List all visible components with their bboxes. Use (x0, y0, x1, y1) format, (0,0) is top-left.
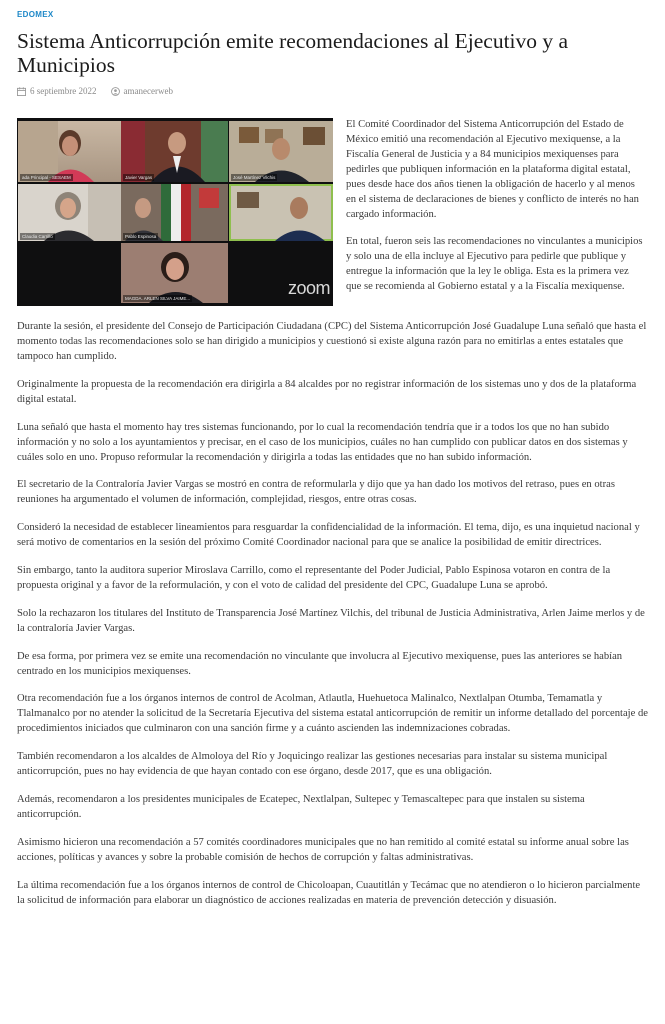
paragraph: Durante la sesión, el presidente del Consejo de Participación Ciudadana (CPC) del Sistema Anticorrupción José Guadalupe Luna señaló que hasta el momento todas las recomendaciones solo se han dirigido a municipios y cuestionó si existe alguna razón para no emitirlas a entes estatales que tampoco han cumplido. (17, 321, 647, 362)
paragraph: Sin embargo, tanto la auditora superior Miroslava Carrillo, como el representante del Poder Judicial, Pablo Espinosa votaron en contra de la propuesta original y a favor de la reformulación, y con el voto de calidad del presidente del CPC, Guadalupe Luna se aprobó. (17, 564, 611, 591)
lead-text (346, 117, 646, 306)
calendar-icon (17, 87, 26, 96)
user-icon (111, 87, 120, 96)
video-tile (121, 121, 228, 182)
category-link[interactable]: EDOMEX (17, 10, 54, 19)
video-tile (229, 184, 333, 241)
video-tile (229, 121, 333, 182)
paragraph: Originalmente la propuesta de la recomendación era dirigirla a 84 alcaldes por no registrar información de los sistemas uno y dos de la plataforma digital estatal. (17, 378, 637, 405)
participant-name: ada Principal - SESAEM (22, 175, 71, 180)
paragraph: La última recomendación fue a los órganos internos de control de Chicoloapan, Cuautitlán y Tecámac que no atendieron o lo hicieron parcialmente la solicitud de información para elaborar un diagnóstico de acciones realizadas en materia de prevención detección y disuasión. (17, 879, 641, 906)
paragraph: El secretario de la Contraloría Javier Vargas se mostró en contra de reformularla y dijo que ya han dado los motivos del retraso, pues en otras reuniones ha argumentado el volumen de información, complejidad, riesgos, entre otras cosas. (17, 479, 615, 506)
participant-name: Javier Vargas (125, 175, 153, 180)
paragraph: En total, fueron seis las recomendaciones no vinculantes a municipios y solo una de ella incluye al Ejecutivo para pedirle que publique y entregue la información que la ley le obliga. Esta es la primera vez que se recomienda al Gobierno estatal y a la Fiscalía mexiquense. (346, 236, 643, 292)
video-tile (18, 184, 128, 241)
article-author[interactable]: amanecerweb (123, 86, 173, 96)
article-photo (17, 118, 333, 306)
article-date[interactable]: 6 septiembre 2022 (30, 86, 97, 96)
video-tile (18, 121, 128, 182)
paragraph: Consideró la necesidad de establecer lineamientos para resguardar la confidencialidad de la información. El tema, dijo, es una inquietud nacional y será motivo de comentarios en la sesión del próximo Comité Coordinador nacional para que se analice la posibilidad de emitir directrices. (17, 522, 640, 549)
zoom-watermark: zoom (287, 278, 330, 298)
paragraph: Luna señaló que hasta el momento hay tres sistemas funcionando, por lo cual la recomendación tendría que ir a todos los que no han subido información y no solo a los ayuntamientos y precisar, en el caso de los municipios, cuáles no han cumplido con publicar datos en dos sistemas y cuáles solo en uno. Propuso reformular la recomendación y dirigirla a todas las entidades que no han subido información. (17, 421, 628, 463)
participant-name: Pablo Espinosa (125, 234, 157, 239)
video-tile (121, 184, 228, 241)
paragraph: Asimismo hicieron una recomendación a 57 comités coordinadores municipales que no han remitido al comité estatal su informe anual sobre las acciones, políticas y avances y sobre la probable comisión de hechos de corrupción y faltas administrativas. (17, 836, 629, 863)
paragraph: El Comité Coordinador del Sistema Anticorrupción del Estado de México emitió una recomendación al Ejecutivo mexiquense, a la Fiscalía General de Justicia y a 84 municipios mexiquenses para pedirles que publiquen información en la plataforma digital estatal, pues desde hace dos años tienen la obligación de hacerlo y al menos en el sistema de declaraciones de bienes y conflicto de interés no han cargado información. (346, 119, 639, 220)
article-title: Sistema Anticorrupción emite recomendaciones al Ejecutivo y a Municipios (17, 29, 569, 77)
participant-name: MAGDA. ARLEN SILVA JAIME... (125, 296, 191, 301)
participant-name: Claudia Carrillo (22, 234, 53, 239)
article-body (17, 319, 649, 920)
paragraph: Otra recomendación fue a los órganos internos de control de Acolman, Atlautla, Huehuetoca Malinalco, Nextlalpan Otumba, Temamatla y Tlalmanalco por no atender la solicitud de la Secretaría Ejecutiva del sistema estatal anticorrupción de remitir un informe detallado del porcentaje de procedimientos iniciados que culminaron con una sanción firme y a cuánto ascienden las indemnizaciones cobradas. (17, 693, 648, 735)
paragraph: También recomendaron a los alcaldes de Almoloya del Río y Joquicingo realizar las gestiones necesarias para instalar su sistema municipal anticorrupción, pues no hay evidencia de que hayan contado con ese órgano, desde 2017, que es una obligación. (17, 751, 608, 778)
video-tile (121, 243, 228, 303)
article-meta (17, 86, 173, 96)
paragraph: De esa forma, por primera vez se emite una recomendación no vinculante que involucra al Ejecutivo mexiquense, pues las anteriores se habían centrado en los municipios mexiquenses. (17, 650, 623, 677)
paragraph: Solo la rechazaron los titulares del Instituto de Transparencia José Martínez Vilchis, del tribunal de Justicia Administrativa, Arlen Jaime merlos y de la contraloría Javier Vargas. (17, 607, 645, 634)
paragraph: Además, recomendaron a los presidentes municipales de Ecatepec, Nextlalpan, Sultepec y Temascaltepec para que instalen su sistema anticorrupción. (17, 793, 585, 820)
participant-name: José Martínez Vilchis (233, 175, 276, 180)
